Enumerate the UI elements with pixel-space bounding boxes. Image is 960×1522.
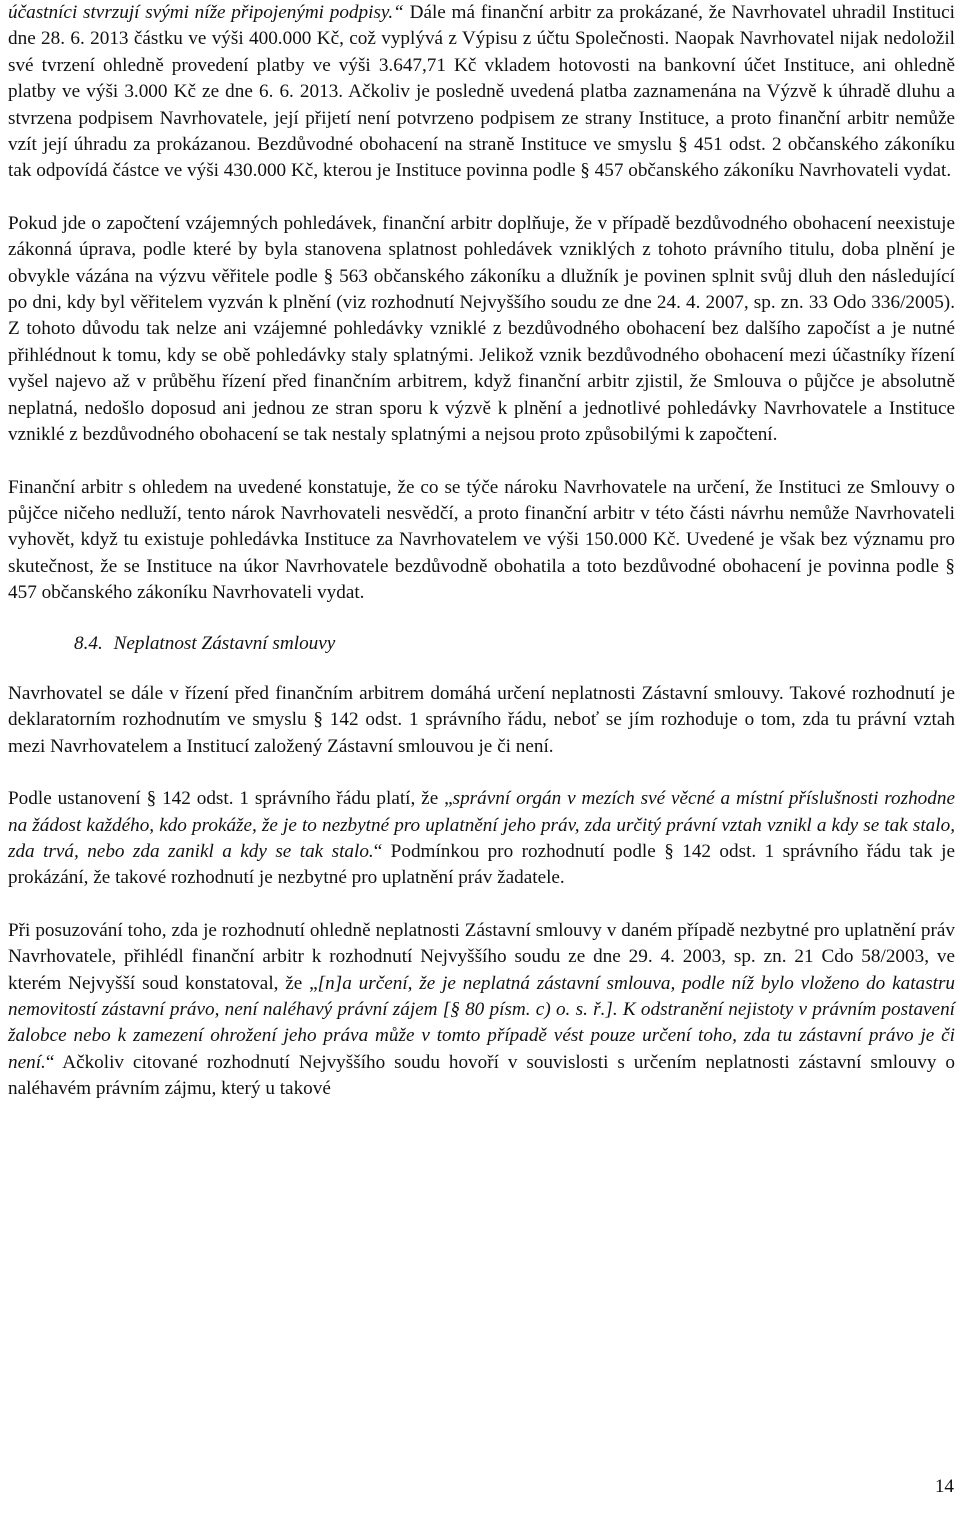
quoted-text: správní orgán v mezích své věcné a místní příslušnosti rozhodne na žádost každého, kdo prokáže, že je to nezbytné pro uplatnění jeho práv, zda určitý právní vztah vznikl a kdy se tak stalo, zda trvá, nebo zda zanikl a kdy se tak stalo. (8, 788, 955, 862)
paragraph (8, 918, 955, 1103)
text-run: Pokud jde o započtení vzájemných pohledávek, finanční arbitr doplňuje, že v případě bezdůvodného obohacení neexistuje zákonná úprava, podle které by byla stanovena splatnost pohledávek vzniklých z tohoto právního titulu, doba plnění je obvykle vázána na výzvu věřitele podle § 563 občanského zákoníku a dlužník je povinen splnit svůj dluh den následující po dni, kdy byl věřitelem vyzván k plnění (viz rozhodnutí Nejvyššího soudu ze dne 24. 4. 2007, sp. zn. 33 Odo 336/2005). Z tohoto důvodu tak nelze ani vzájemné pohledávky vzniklé z bezdůvodného obohacení bez dalšího započíst a je nutné přihlédnout k tomu, kdy se obě pohledávky staly splatnými. Jelikož vznik bezdůvodného obohacení mezi účastníky řízení vyšel najevo až v průběhu řízení před finančním arbitrem, když finanční arbitr zjistil, že Smlouva o půjčce je absolutně neplatná, nedošlo doposud ani jednou ze stran sporu k výzvě k plnění a jednotlivé pohledávky Navrhovatele a Instituce vzniklé z bezdůvodného obohacení se tak nestaly splatnými a nejsou proto způsobilými k započtení. (8, 212, 955, 446)
paragraph (8, 681, 955, 760)
text-run: Navrhovatel se dále v řízení před finančním arbitrem domáhá určení neplatnosti Zástavní smlouvy. Takové rozhodnutí je deklaratorním rozhodnutím ve smyslu § 142 odst. 1 správního řádu, neboť se jím rozhoduje o tom, zda tu právní vztah mezi Navrhovatelem a Institucí založený Zástavní smlouvou je či není. (8, 682, 955, 757)
text-run: Finanční arbitr s ohledem na uvedené konstatuje, že co se týče nároku Navrhovatele na určení, že Instituci ze Smlouvy o půjčce ničeho nedluží, tento nárok Navrhovateli nesvědčí, a proto finanční arbitr v této části návrhu nemůže Navrhovateli vyhovět, když tu existuje pohledávka Instituce za Navrhovatelem ve výši 150.000 Kč. Uvedené je však bez významu pro skutečnost, že se Instituce na úkor Navrhovatele bezdůvodně obohatila a toto bezdůvodné obohacení je povinna podle § 457 občanského zákoníku Navrhovateli vydat. (8, 476, 955, 604)
section-number: 8.4. (74, 632, 103, 654)
text-run: “ Ačkoliv citované rozhodnutí Nejvyššího soudu hovoří v souvislosti s určením neplatnosti zástavní smlouvy o naléhavém právním zájmu, který u takové (8, 1051, 955, 1100)
paragraph (8, 475, 955, 607)
page-number: 14 (934, 1476, 954, 1497)
paragraph (8, 786, 955, 892)
section-title: Neplatnost Zástavní smlouvy (113, 632, 336, 654)
text-run: Při posuzování toho, zda je rozhodnutí ohledně neplatnosti Zástavní smlouvy v daném případě nezbytné pro uplatnění práv Navrhovatele, přihlédl finanční arbitr k rozhodnutí Nejvyššího soudu ze dne 29. 4. 2003, sp. zn. 21 Cdo 58/2003, ve kterém Nejvyšší soud konstatoval, že „ (8, 919, 955, 994)
body-text-before-heading (8, 0, 955, 607)
text-run: Podle ustanovení § 142 odst. 1 správního řádu platí, že „ (8, 788, 453, 810)
section-heading (8, 631, 955, 657)
body-text-after-heading (8, 681, 955, 1103)
text-run: “ Podmínkou pro rozhodnutí podle § 142 odst. 1 správního řádu tak je prokázání, že takové rozhodnutí je nezbytné pro uplatnění práv žadatele. (8, 840, 955, 889)
paragraph (8, 0, 955, 185)
quoted-text: [n]a určení, že je neplatná zástavní smlouva, podle níž bylo vloženo do katastru nemovitostí zástavní právo, není naléhavý právní zájem [§ 80 písm. c) o. s. ř.]. K odstranění nejistoty v právním postavení žalobce nebo k zamezení ohrožení jeho práva může v tomto případě vést pouze určení toho, zda tu zástavní právo je či není. (8, 972, 956, 1073)
text-run: Dále má finanční arbitr za prokázané, že Navrhovatel uhradil Instituci dne 28. 6. 2013 částku ve výši 400.000 Kč, což vyplývá z Výpisu z účtu Společnosti. Naopak Navrhovatel nijak nedoložil své tvrzení ohledně provedení platby ve výši 3.647,71 Kč vkladem hotovosti na bankovní účet Instituce, ani ohledně platby ve výši 3.000 Kč ze dne 6. 6. 2013. Ačkoliv je posledně uvedená platba zaznamenána na Výzvě k úhradě dluhu a stvrzena podpisem Navrhovatele, její přijetí není potvrzeno podpisem ze strany Instituce, a proto finanční arbitr nemůže vzít její úhradu za prokázanou. Bezdůvodné obohacení na straně Instituce ve smyslu § 451 odst. 2 občanského zákoníku tak odpovídá částce ve výši 430.000 Kč, kterou je Instituce povinna podle § 457 občanského zákoníku Navrhovateli vydat. (8, 2, 955, 182)
quoted-text: účastníci stvrzují svými níže připojenými podpisy.“ (8, 2, 404, 23)
paragraph (8, 211, 955, 449)
document-page (8, 0, 955, 1103)
